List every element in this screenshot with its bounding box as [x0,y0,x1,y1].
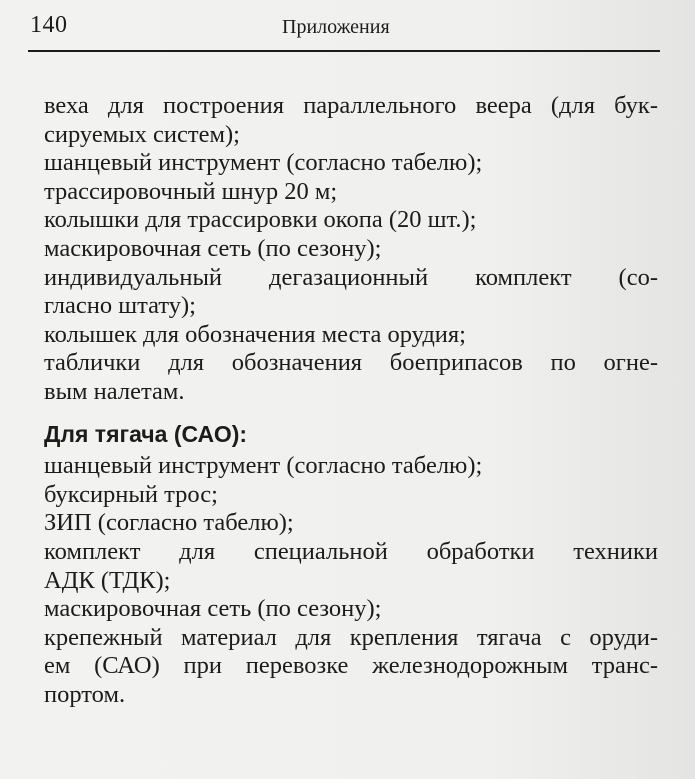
list-item [44,538,658,595]
list-item-line: веха для построения параллельного веера (для бук- [44,92,658,119]
list-item-line: гласно штату); [44,292,196,320]
body-text [44,92,658,709]
list-item-line: буксирный трос; [44,480,218,508]
header-rule [28,50,660,52]
list-item [44,264,658,321]
list-item-line: АДК (ТДК); [44,566,171,594]
equipment-list-gun [44,92,658,407]
list-item [44,595,658,624]
list-item-line: ЗИП (согласно табелю); [44,509,294,537]
list-item-line: шанцевый инструмент (согласно табелю); [44,452,483,480]
list-item-line: сируемых систем); [44,120,240,148]
list-item [44,452,658,481]
list-item-line: колышки для трассировки окопа (20 шт.); [44,206,477,234]
list-item-line: шанцевый инструмент (согласно табелю); [44,149,483,177]
equipment-list-tractor [44,452,658,709]
list-item [44,349,658,406]
list-item-line: индивидуальный дегазационный комплект (со- [44,263,658,291]
list-item-line: маскировочная сеть (по сезону); [44,595,382,623]
list-item [44,321,658,350]
list-item [44,206,658,235]
list-item [44,481,658,510]
running-head: Приложения [282,16,390,38]
list-item [44,509,658,538]
list-item-line: комплект для специальной обработки техники [44,537,658,565]
list-item [44,178,658,207]
section-heading: Для тягача (САО): [44,420,248,447]
list-item-line: таблички для обозначения боеприпасов по огне- [44,349,658,377]
list-item-line: колышек для обозначения места орудия; [44,320,466,348]
list-item-line: крепежный материал для крепления тягача с оруди- [44,623,658,651]
list-item [44,624,658,710]
list-item-line: портом. [44,680,126,708]
list-item [44,92,658,149]
list-item-line: ем (САО) при перевозке железнодорожным транс- [44,652,658,680]
list-item [44,235,658,264]
page-number: 140 [30,12,68,38]
list-item-line: маскировочная сеть (по сезону); [44,234,382,262]
list-item-line: трассировочный шнур 20 м; [44,177,338,205]
list-item-line: вым налетам. [44,377,185,405]
list-item [44,149,658,178]
